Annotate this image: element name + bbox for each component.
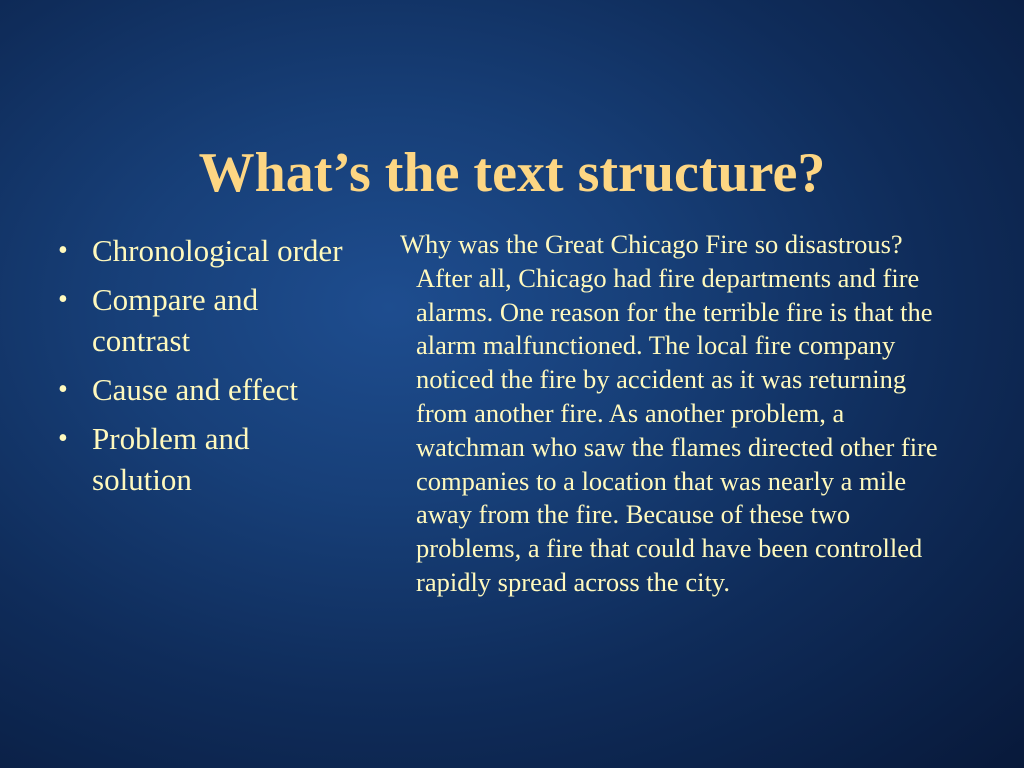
bullet-icon: •	[58, 374, 68, 405]
list-item	[58, 279, 348, 361]
list-item	[58, 418, 348, 500]
slide-title: What’s the text structure?	[198, 141, 826, 204]
list-item	[58, 369, 348, 410]
bullet-label: Chronological order	[92, 233, 343, 268]
list-item	[58, 230, 348, 271]
text-structure-options	[58, 230, 348, 508]
bullet-icon: •	[58, 284, 68, 315]
bullet-label: Cause and effect	[92, 372, 298, 407]
bullet-icon: •	[58, 423, 68, 454]
bullet-label: Compare and contrast	[92, 282, 259, 358]
reading-passage: Why was the Great Chicago Fire so disastrous? After all, Chicago had fire departments and fire alarms. One reason for the terrible fire is that the alarm malfunctioned. The local fire company noticed the fire by accident as it was returning from another fire. As another problem, a watchman who saw the flames directed other fire companies to a location that was nearly a mile away from the fire. Because of these two problems, a fire that could have been controlled rapidly spread across the city.	[400, 229, 938, 597]
bullet-icon: •	[58, 235, 68, 266]
bullet-label: Problem and solution	[92, 421, 250, 497]
